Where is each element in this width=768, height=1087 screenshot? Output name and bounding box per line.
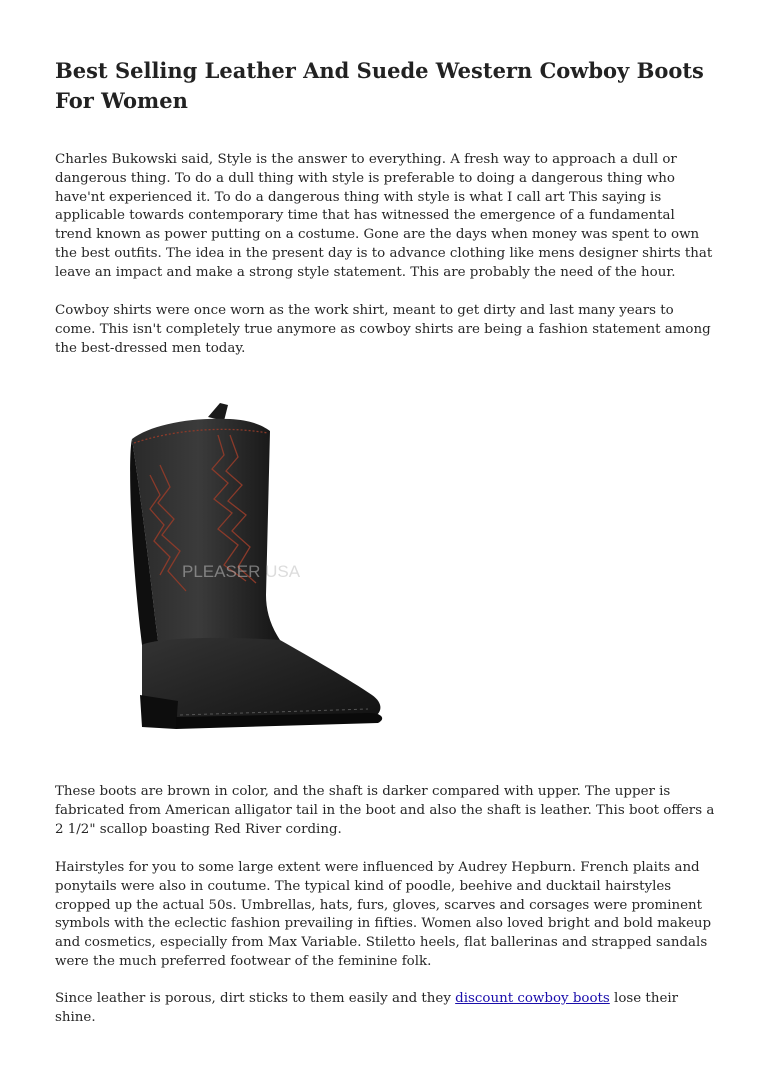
paragraph-intro: Charles Bukowski said, Style is the answer to everything. A fresh way to approach a dull or dangerous thing. To do a dull thing with style is preferable to doing a dangerous thing who have'nt experienced it. To do a dangerous thing with style is what I call art This saying is applicable towards contemporary time that has witnessed the emergence of a fundamental trend known as power putting on a costume. Gone are the days when money was spent to own the best outfits. The idea in the present day is to advance clothing like mens designer shirts that leave an impact and make a strong style statement. This are probably the need of the hour. xyxy=(55,152,713,280)
paragraph-leather-care xyxy=(55,990,715,1028)
paragraph-boot-description: These boots are brown in color, and the shaft is darker compared with upper. The upper is fabricated from American alligator tail in the boot and also the shaft is leather. This boot offers a 2 1/2" scallop boasting Red River cording. xyxy=(55,784,715,837)
leather-care-text-after: lose their shine. xyxy=(55,991,679,1025)
cowboy-boot-image xyxy=(120,395,400,755)
discount-cowboy-boots-link[interactable]: discount cowboy boots xyxy=(455,991,610,1006)
paragraph-hairstyles: Hairstyles for you to some large extent were influenced by Audrey Hepburn. French plaits and ponytails were also in coutume. The typical kind of poodle, beehive and ducktail hairstyles cropped up the actual 50s. Umbrellas, hats, furs, gloves, scarves and corsages were prominent symbols with the eclectic fashion prevailing in fifties. Women also loved bright and bold makeup and cosmetics, especially from Max Variable. Stiletto heels, flat ballerinas and strapped sandals were the much preferred footwear of the feminine folk. xyxy=(55,860,712,969)
watermark-text: PLEASER USA xyxy=(182,562,301,581)
leather-care-text-before: Since leather is porous, dirt sticks to them easily and they xyxy=(55,991,456,1006)
paragraph-cowboy-shirts: Cowboy shirts were once worn as the work shirt, meant to get dirty and last many years to come. This isn't completely true anymore as cowboy shirts are being a fashion statement among the best-dressed men today. xyxy=(55,303,711,356)
page-title: Best Selling Leather And Suede Western Cowboy Boots For Women xyxy=(55,58,704,113)
cowboy-boot-icon xyxy=(120,395,400,755)
